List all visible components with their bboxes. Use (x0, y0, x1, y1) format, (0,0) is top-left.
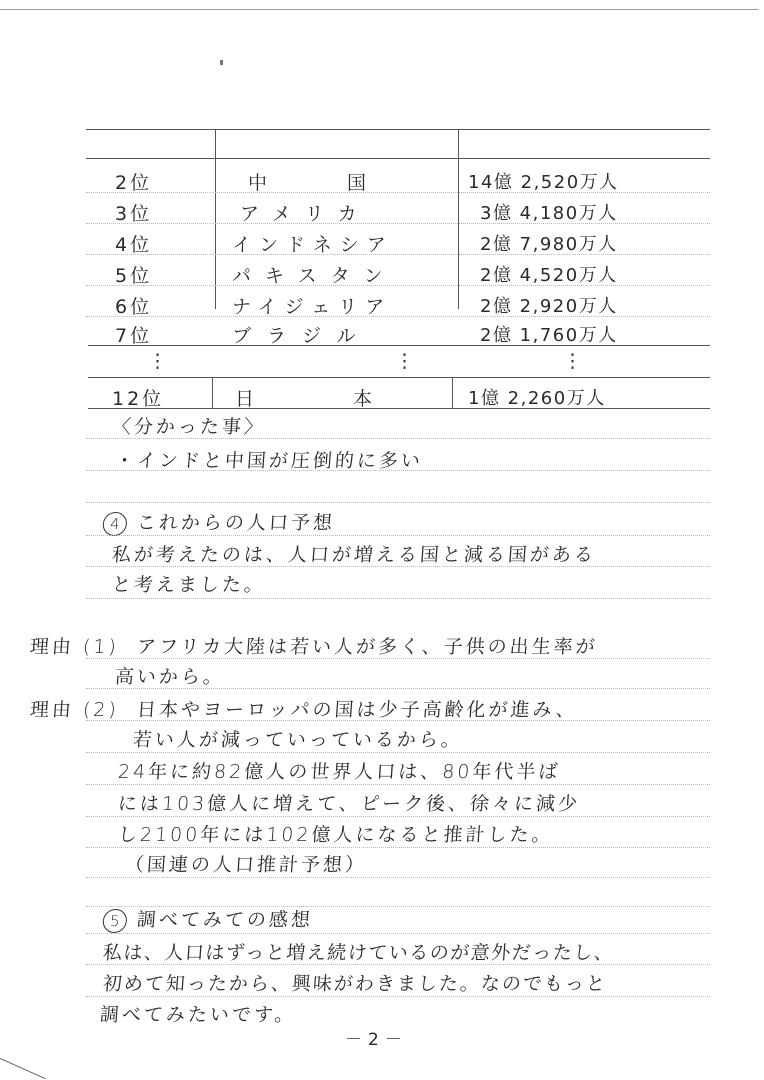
ruled-line (86, 720, 710, 721)
ruled-line (86, 964, 710, 965)
rank-cell: 5位 (115, 265, 153, 287)
findings-heading: 〈分かった事〉 (111, 416, 267, 438)
projection-source: （国連の人口推計予想） (124, 854, 368, 876)
table-top-rule (86, 129, 710, 130)
country-cell: ブラジル (232, 325, 372, 347)
reason-1-label: 理由 (1) (29, 636, 120, 658)
scan-speck (220, 60, 223, 65)
scan-corner-mark (0, 1058, 46, 1079)
ellipsis: ⋮ (563, 350, 585, 372)
rank-cell: 7位 (115, 325, 153, 347)
table-col-divider-1-bottom (212, 378, 213, 408)
ruled-line (86, 438, 710, 439)
projection-line: 24年に約82億人の世界人口は、80年代半ば (117, 761, 562, 783)
population-cell: 2億 4,520万人 (480, 265, 618, 286)
population-cell: 1億 2,260万人 (468, 388, 606, 409)
ruled-line (86, 470, 710, 471)
reason-2-label: 理由 (2) (29, 699, 120, 721)
reason-2-line: 若い人が減っていっているから。 (132, 729, 464, 751)
section-5-line: 調べてみたいです。 (99, 1004, 298, 1026)
ellipsis: ⋮ (395, 350, 417, 372)
section-5-line: 初めて知ったから、興味がわきました。なのでもっと (102, 973, 608, 995)
section-4-line: と考えました。 (111, 574, 267, 596)
ruled-line (86, 566, 710, 567)
table-col-divider-2 (458, 129, 459, 309)
ruled-line (86, 996, 710, 997)
section-4-title: これからの人口予想 (136, 512, 336, 534)
reason-1-line: アフリカ大陸は若い人が多く、子供の出生率が (136, 636, 599, 658)
rank-cell: 3位 (115, 203, 153, 225)
population-cell: 3億 4,180万人 (480, 203, 618, 224)
ruled-line (86, 847, 710, 848)
page-number: －2－ (345, 1030, 408, 1050)
section-4-heading (102, 508, 336, 536)
table-col-divider-1 (215, 129, 216, 309)
section-5-heading (102, 905, 314, 933)
section-4-line: 私が考えたのは、人口が増える国と減る国がある (111, 544, 597, 566)
ruled-line (86, 784, 710, 785)
population-cell: 2億 1,760万人 (480, 325, 618, 346)
population-cell: 2億 2,920万人 (480, 296, 618, 317)
circled-number-4: 4 (102, 512, 128, 536)
ruled-line (86, 598, 710, 599)
ruled-line (86, 535, 710, 536)
population-cell: 14億 2,520万人 (468, 172, 619, 193)
table-header-rule (86, 158, 710, 159)
projection-line: には103億人に増えて、ピーク後、徐々に減少 (117, 793, 581, 815)
country-cell: 中 国 (248, 172, 381, 194)
table-separator (88, 377, 710, 378)
projection-line: し2100年には102億人になると推計した。 (117, 824, 555, 846)
ruled-line (86, 816, 710, 817)
reason-1-line: 高いから。 (114, 666, 226, 688)
findings-item: ・インドと中国が圧倒的に多い (114, 450, 424, 472)
rank-cell: 2位 (115, 172, 153, 194)
table-col-divider-2-bottom (452, 378, 453, 408)
circled-number-5: 5 (102, 909, 128, 933)
country-cell: パキスタン (232, 265, 397, 287)
section-5-line: 私は、人口はずっと増え続けているのが意外だったし、 (102, 942, 616, 964)
reason-2-line: 日本やヨーロッパの国は少子高齢化が進み、 (136, 699, 579, 721)
country-cell: ナイジェリア (232, 296, 393, 318)
country-cell: アメリカ (240, 203, 371, 225)
reason-1 (29, 632, 599, 659)
section-5-title: 調べてみての感想 (136, 909, 314, 931)
rank-cell: 4位 (115, 234, 153, 256)
rank-cell: 12位 (112, 388, 165, 410)
ellipsis: ⋮ (148, 350, 170, 372)
scan-top-edge (0, 9, 758, 10)
country-cell: インドネシア (232, 234, 394, 256)
ruled-line (86, 502, 710, 503)
reason-2 (29, 695, 579, 722)
ruled-line (86, 933, 710, 934)
rank-cell: 6位 (115, 296, 153, 318)
ruled-line (86, 688, 710, 689)
ruled-line (86, 877, 710, 878)
country-cell: 日 本 (235, 388, 413, 410)
population-cell: 2億 7,980万人 (480, 234, 618, 255)
ruled-line (86, 752, 710, 753)
ruled-line (86, 658, 710, 659)
